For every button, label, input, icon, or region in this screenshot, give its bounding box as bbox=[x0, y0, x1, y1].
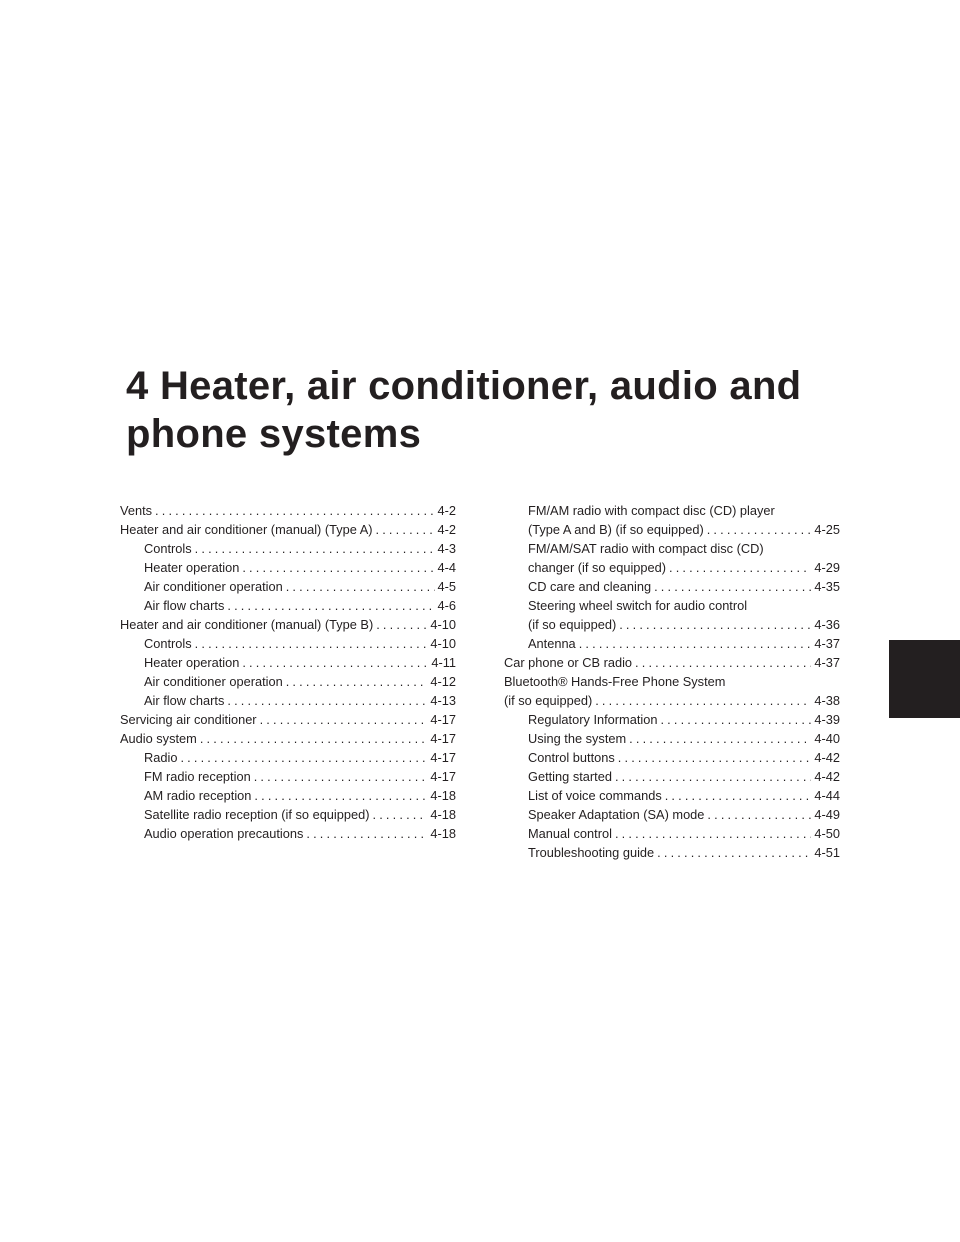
toc-entry-page: 4-10 bbox=[430, 617, 456, 632]
toc-entry-label: Heater operation bbox=[144, 655, 240, 670]
toc-leader-dots bbox=[242, 653, 428, 672]
toc-entry[interactable] bbox=[120, 615, 456, 634]
toc-entry-label: Car phone or CB radio bbox=[504, 655, 633, 670]
toc-entry-lead: Steering wheel switch for audio control bbox=[528, 598, 748, 613]
toc-entry[interactable] bbox=[120, 558, 456, 577]
toc-entry[interactable] bbox=[504, 634, 840, 653]
toc-leader-dots bbox=[227, 596, 434, 615]
toc-entry-label: changer (if so equipped) bbox=[528, 560, 667, 575]
toc-entry-page: 4-40 bbox=[814, 731, 840, 746]
chapter-thumb-tab bbox=[889, 640, 960, 718]
toc-entry-page: 4-12 bbox=[430, 674, 456, 689]
toc-entry[interactable] bbox=[504, 805, 840, 824]
toc-entry[interactable] bbox=[504, 539, 840, 577]
toc-entry-label: (if so equipped) bbox=[504, 693, 593, 708]
toc-entry[interactable] bbox=[504, 843, 840, 862]
toc-entry-page: 4-5 bbox=[437, 579, 456, 594]
toc-entry[interactable] bbox=[504, 672, 840, 710]
toc-entry-lead: FM/AM radio with compact disc (CD) player bbox=[528, 503, 775, 518]
toc-entry-label: CD care and cleaning bbox=[528, 579, 652, 594]
toc-entry-page: 4-44 bbox=[814, 788, 840, 803]
toc-entry[interactable] bbox=[504, 786, 840, 805]
toc-leader-dots bbox=[195, 539, 435, 558]
toc-entry-page: 4-17 bbox=[430, 750, 456, 765]
toc-leader-dots bbox=[254, 786, 427, 805]
toc-entry[interactable] bbox=[120, 539, 456, 558]
toc-leader-dots bbox=[669, 558, 811, 577]
toc-entry-label: Control buttons bbox=[528, 750, 615, 765]
toc-entry[interactable] bbox=[120, 748, 456, 767]
toc-leader-dots bbox=[260, 710, 428, 729]
toc-leader-dots bbox=[707, 805, 811, 824]
toc-entry[interactable] bbox=[504, 824, 840, 843]
toc-entry-label: Vents bbox=[120, 503, 153, 518]
toc-entry-label: Speaker Adaptation (SA) mode bbox=[528, 807, 705, 822]
toc-entry-label: Getting started bbox=[528, 769, 612, 784]
toc-entry-page: 4-2 bbox=[437, 522, 456, 537]
chapter-title: 4 Heater, air conditioner, audio and phone systems bbox=[126, 364, 802, 456]
toc-entry-lead: Bluetooth® Hands-Free Phone System bbox=[504, 674, 726, 689]
toc-entry-page: 4-17 bbox=[430, 769, 456, 784]
toc-entry-label: Heater operation bbox=[144, 560, 240, 575]
toc-entry[interactable] bbox=[504, 748, 840, 767]
toc-leader-dots bbox=[665, 786, 812, 805]
toc-entry-label: (if so equipped) bbox=[528, 617, 617, 632]
toc-entry-page: 4-36 bbox=[814, 617, 840, 632]
toc-entry-label: Audio operation precautions bbox=[144, 826, 304, 841]
toc-entry-label: Audio system bbox=[120, 731, 197, 746]
toc-entry-label: Heater and air conditioner (manual) (Type B) bbox=[120, 617, 374, 632]
toc-leader-dots bbox=[200, 729, 428, 748]
toc-entry-label: Servicing air conditioner bbox=[120, 712, 257, 727]
toc-leader-dots bbox=[619, 615, 811, 634]
toc-entry-label: Heater and air conditioner (manual) (Type A) bbox=[120, 522, 373, 537]
toc-entry-page: 4-3 bbox=[437, 541, 456, 556]
toc-entry-page: 4-13 bbox=[430, 693, 456, 708]
toc-right-column bbox=[504, 501, 840, 862]
toc-entry[interactable] bbox=[504, 596, 840, 634]
toc-entry-label: List of voice commands bbox=[528, 788, 662, 803]
toc-leader-dots bbox=[286, 672, 428, 691]
toc-entry-page: 4-4 bbox=[437, 560, 456, 575]
toc-entry-page: 4-10 bbox=[430, 636, 456, 651]
toc-entry-label: Antenna bbox=[528, 636, 576, 651]
toc-entry-label: Troubleshooting guide bbox=[528, 845, 655, 860]
toc-leader-dots bbox=[227, 691, 427, 710]
toc-entry[interactable] bbox=[120, 805, 456, 824]
toc-leader-dots bbox=[180, 748, 427, 767]
toc-leader-dots bbox=[595, 691, 811, 710]
toc-entry-page: 4-17 bbox=[430, 731, 456, 746]
toc-entry-page: 4-37 bbox=[814, 636, 840, 651]
toc-entry-page: 4-17 bbox=[430, 712, 456, 727]
toc-entry-page: 4-18 bbox=[430, 826, 456, 841]
toc-entry-label: Controls bbox=[144, 541, 192, 556]
toc-entry-page: 4-18 bbox=[430, 807, 456, 822]
toc-leader-dots bbox=[376, 615, 427, 634]
toc-entry-page: 4-18 bbox=[430, 788, 456, 803]
toc-entry-label: Air flow charts bbox=[144, 693, 225, 708]
toc-entry-page: 4-51 bbox=[814, 845, 840, 860]
toc-entry[interactable] bbox=[120, 691, 456, 710]
toc-entry-label: Air conditioner operation bbox=[144, 579, 283, 594]
toc-entry[interactable] bbox=[504, 577, 840, 596]
toc-leader-dots bbox=[254, 767, 428, 786]
toc-entry-label: (Type A and B) (if so equipped) bbox=[528, 522, 704, 537]
toc-leader-dots bbox=[242, 558, 434, 577]
toc-leader-dots bbox=[635, 653, 811, 672]
toc-leader-dots bbox=[654, 577, 811, 596]
toc-entry-page: 4-37 bbox=[814, 655, 840, 670]
toc-entry-page: 4-50 bbox=[814, 826, 840, 841]
toc-entry-page: 4-25 bbox=[814, 522, 840, 537]
toc-leader-dots bbox=[306, 824, 427, 843]
toc-entry-page: 4-11 bbox=[431, 655, 456, 670]
toc-entry-label: Air flow charts bbox=[144, 598, 225, 613]
toc-entry[interactable] bbox=[120, 577, 456, 596]
toc-entry[interactable] bbox=[504, 729, 840, 748]
toc-leader-dots bbox=[195, 634, 428, 653]
toc-entry-label: Manual control bbox=[528, 826, 612, 841]
toc-leader-dots bbox=[615, 824, 811, 843]
toc-entry[interactable] bbox=[120, 653, 456, 672]
toc-entry[interactable] bbox=[120, 520, 456, 539]
toc-leader-dots bbox=[579, 634, 812, 653]
toc-entry[interactable] bbox=[120, 710, 456, 729]
toc-leader-dots bbox=[629, 729, 811, 748]
toc-leader-dots bbox=[615, 767, 811, 786]
toc-entry[interactable] bbox=[120, 786, 456, 805]
toc-entry[interactable] bbox=[504, 710, 840, 729]
toc-leader-dots bbox=[660, 710, 811, 729]
toc-entry[interactable] bbox=[504, 767, 840, 786]
toc-entry-page: 4-29 bbox=[814, 560, 840, 575]
toc-entry-page: 4-39 bbox=[814, 712, 840, 727]
toc-leader-dots bbox=[657, 843, 811, 862]
toc-entry-page: 4-49 bbox=[814, 807, 840, 822]
toc-entry-label: Controls bbox=[144, 636, 192, 651]
toc-leader-dots bbox=[155, 501, 434, 520]
toc-entry[interactable] bbox=[120, 672, 456, 691]
toc-entry-label: Using the system bbox=[528, 731, 627, 746]
toc-entry[interactable] bbox=[120, 501, 456, 520]
toc-entry[interactable] bbox=[504, 653, 840, 672]
toc-entry[interactable] bbox=[120, 634, 456, 653]
toc-leader-dots bbox=[376, 520, 435, 539]
toc-leader-dots bbox=[618, 748, 812, 767]
toc-entry-label: Air conditioner operation bbox=[144, 674, 283, 689]
toc-entry-page: 4-6 bbox=[437, 598, 456, 613]
toc-entry-page: 4-42 bbox=[814, 750, 840, 765]
toc-entry-lead: FM/AM/SAT radio with compact disc (CD) bbox=[528, 541, 764, 556]
toc-leader-dots bbox=[286, 577, 435, 596]
toc-entry-label: Radio bbox=[144, 750, 178, 765]
toc-entry[interactable] bbox=[120, 824, 456, 843]
toc-entry[interactable] bbox=[120, 729, 456, 748]
toc-entry-label: Satellite radio reception (if so equipped) bbox=[144, 807, 370, 822]
toc-entry-label: Regulatory Information bbox=[528, 712, 658, 727]
toc-entry-page: 4-38 bbox=[814, 693, 840, 708]
toc-left-column bbox=[120, 501, 456, 843]
toc-entry[interactable] bbox=[120, 767, 456, 786]
toc-entry-page: 4-2 bbox=[437, 503, 456, 518]
toc-entry-label: AM radio reception bbox=[144, 788, 252, 803]
toc-entry[interactable] bbox=[504, 501, 840, 539]
toc-leader-dots bbox=[373, 805, 428, 824]
toc-entry-page: 4-35 bbox=[814, 579, 840, 594]
toc-entry[interactable] bbox=[120, 596, 456, 615]
toc-leader-dots bbox=[707, 520, 812, 539]
toc-entry-label: FM radio reception bbox=[144, 769, 251, 784]
toc-entry-page: 4-42 bbox=[814, 769, 840, 784]
